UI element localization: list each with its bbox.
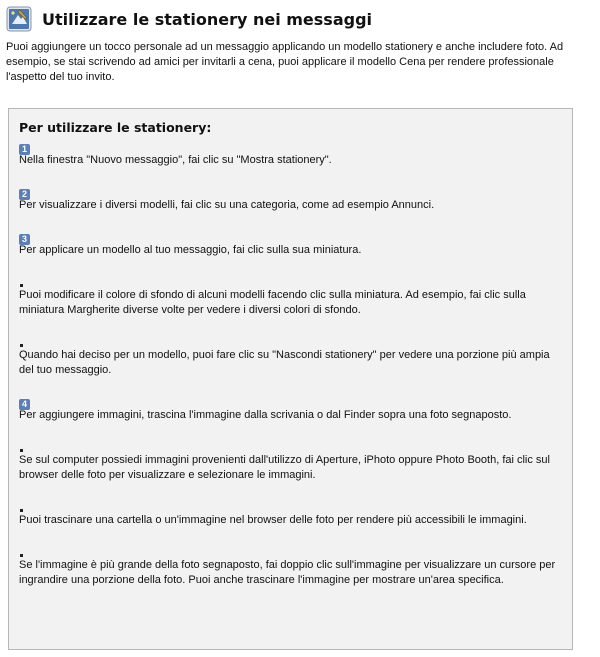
step-text: Per visualizzare i diversi modelli, fai clic su una categoria, come ad esempio Annunci. — [19, 199, 435, 211]
instructions-box — [8, 108, 573, 650]
steps-list — [19, 139, 562, 588]
step-marker — [19, 394, 562, 407]
step-marker — [19, 229, 562, 242]
list-item — [19, 394, 562, 423]
step-marker — [19, 439, 562, 452]
mail-stamp-icon — [6, 6, 32, 32]
list-item — [19, 139, 562, 168]
bullet-icon — [20, 554, 23, 557]
list-item — [19, 334, 562, 378]
list-item — [19, 274, 562, 318]
list-item — [19, 184, 562, 213]
bullet-icon — [20, 509, 23, 512]
list-item — [19, 499, 562, 528]
step-number-badge: 2 — [19, 189, 30, 200]
step-number-badge: 4 — [19, 399, 30, 410]
bullet-icon — [20, 344, 23, 347]
instructions-title: Per utilizzare le stationery: — [19, 120, 212, 135]
step-number-badge: 1 — [19, 144, 30, 155]
list-item — [19, 439, 562, 483]
step-number-badge: 3 — [19, 234, 30, 245]
step-text: Se l'immagine è più grande della foto segnaposto, fai doppio clic sull'immagine per visualizzare un cursore per ingrandire una porzione della foto. Puoi anche trascinare l'immagine per mostrare un'area specifica. — [19, 559, 556, 586]
intro-paragraph: Puoi aggiungere un tocco personale ad un messaggio applicando un modello stationery e anche includere foto. Ad esempio, se stai scrivendo ad amici per invitarli a cena, puoi applicare il modello Cena per rendere professionale l'aspetto del tuo invito. — [6, 41, 564, 83]
list-item — [19, 544, 562, 588]
step-marker — [19, 334, 562, 347]
step-text: Per aggiungere immagini, trascina l'immagine dalla scrivania o dal Finder sopra una foto segnaposto. — [19, 409, 512, 421]
step-marker — [19, 274, 562, 287]
page-title: Utilizzare le stationery nei messaggi — [42, 9, 373, 29]
list-item — [19, 229, 562, 258]
step-marker — [19, 184, 562, 197]
step-marker — [19, 544, 562, 557]
bullet-icon — [20, 284, 23, 287]
step-text: Per applicare un modello al tuo messaggio, fai clic sulla sua miniatura. — [19, 244, 362, 256]
step-text: Quando hai deciso per un modello, puoi fare clic su "Nascondi stationery" per vedere una porzione più ampia del tuo messaggio. — [19, 349, 550, 376]
step-text: Se sul computer possiedi immagini provenienti dall'utilizzo di Aperture, iPhoto oppure Photo Booth, fai clic sul browser delle foto per visualizzare e selezionare le immagini. — [19, 454, 550, 481]
step-marker — [19, 499, 562, 512]
step-text: Nella finestra "Nuovo messaggio", fai clic su "Mostra stationery". — [19, 154, 332, 166]
step-text: Puoi trascinare una cartella o un'immagine nel browser delle foto per rendere più accessibili le immagini. — [19, 514, 527, 526]
step-text: Puoi modificare il colore di sfondo di alcuni modelli facendo clic sulla miniatura. Ad esempio, fai clic sulla miniatura Margherite diverse volte per vedere i diversi colori di sfondo. — [19, 289, 526, 316]
page-header — [6, 6, 372, 32]
step-marker — [19, 139, 562, 152]
bullet-icon — [20, 449, 23, 452]
